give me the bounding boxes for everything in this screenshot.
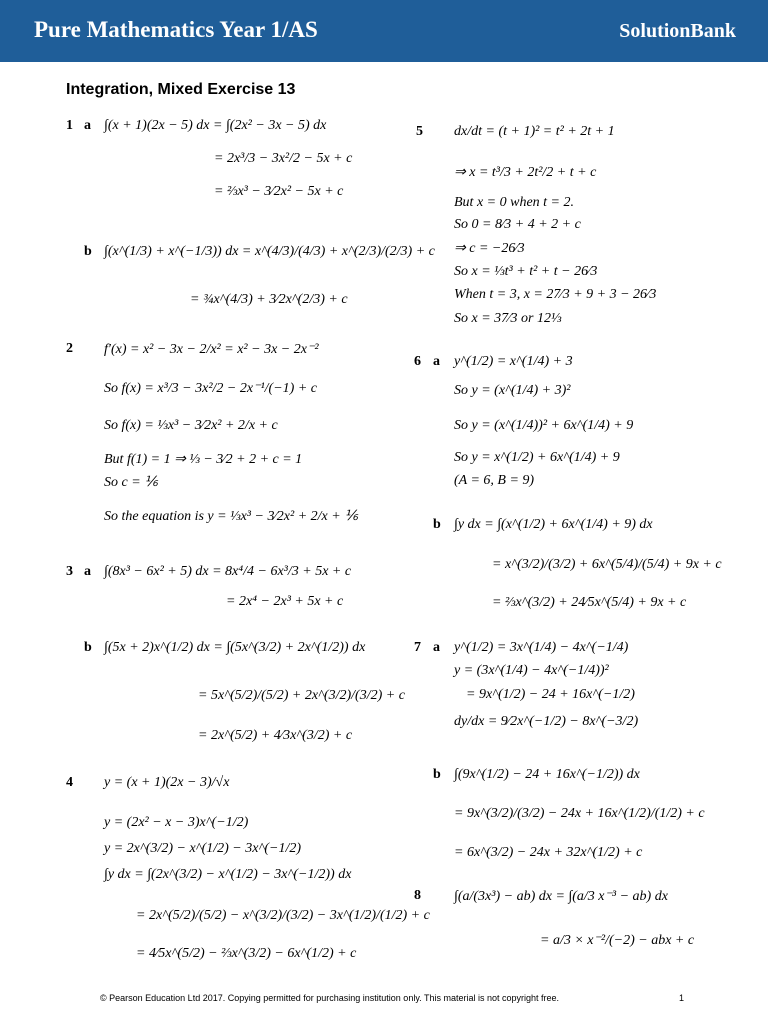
working-line: So the equation is y = ⅓x³ − 3⁄2x² + 2/x + ⅙ xyxy=(104,509,358,524)
working-line: ∫y dx = ∫(2x^(3/2) − x^(1/2) − 3x^(−1/2)) dx xyxy=(104,867,352,882)
working-line: y = 2x^(3/2) − x^(1/2) − 3x^(−1/2) xyxy=(104,841,302,856)
working-line: dy/dx = 9⁄2x^(−1/2) − 8x^(−3/2) xyxy=(454,714,639,729)
question-number: 6 xyxy=(414,354,421,369)
working-line: But f(1) = 1 ⇒ ⅓ − 3⁄2 + 2 + c = 1 xyxy=(104,452,303,467)
working-line: = ¾x^(4/3) + 3⁄2x^(2/3) + c xyxy=(190,292,348,307)
part-label: a xyxy=(84,564,91,579)
working-line: ∫(9x^(1/2) − 24 + 16x^(−1/2)) dx xyxy=(454,767,640,782)
part-label: b xyxy=(84,640,92,655)
working-line: = ⅔x^(3/2) + 24⁄5x^(5/4) + 9x + c xyxy=(492,595,687,610)
question-number: 2 xyxy=(66,341,73,356)
working-line: So 0 = 8⁄3 + 4 + 2 + c xyxy=(454,217,581,232)
working-line: y^(1/2) = 3x^(1/4) − 4x^(−1/4) xyxy=(454,640,629,655)
working-line: = 2x^(5/2)/(5/2) − x^(3/2)/(3/2) − 3x^(1/2)/(1/2) + c xyxy=(136,908,430,923)
working-line: = 6x^(3/2) − 24x + 32x^(1/2) + c xyxy=(454,845,643,860)
working-line: ∫(a/(3x³) − ab) dx = ∫(a/3 x⁻³ − ab) dx xyxy=(454,889,668,904)
working-line: = 2x⁴ − 2x³ + 5x + c xyxy=(226,594,344,609)
working-line: = x^(3/2)/(3/2) + 6x^(5/4)/(5/4) + 9x + c xyxy=(492,557,722,572)
part-label: a xyxy=(433,354,440,369)
part-label: a xyxy=(84,118,91,133)
working-line: ⇒ c = −26⁄3 xyxy=(454,241,525,256)
working-line: So f(x) = ⅓x³ − 3⁄2x² + 2/x + c xyxy=(104,418,278,433)
working-line: = 2x^(5/2) + 4⁄3x^(3/2) + c xyxy=(198,728,353,743)
working-line: y = (x + 1)(2x − 3)/√x xyxy=(104,775,230,790)
working-line: y = (2x² − x − 3)x^(−1/2) xyxy=(104,815,249,830)
header-brand: SolutionBank xyxy=(619,20,736,42)
working-line: So x = ⅓t³ + t² + t − 26⁄3 xyxy=(454,264,598,279)
working-line: = 2x³/3 − 3x²/2 − 5x + c xyxy=(214,151,353,166)
working-line: When t = 3, x = 27⁄3 + 9 + 3 − 26⁄3 xyxy=(454,287,657,302)
working-line: So y = (x^(1/4))² + 6x^(1/4) + 9 xyxy=(454,418,634,433)
working-line: So c = ⅙ xyxy=(104,475,158,490)
working-line: dx/dt = (t + 1)² = t² + 2t + 1 xyxy=(454,124,615,139)
part-label: b xyxy=(433,517,441,532)
working-line: = ⅔x³ − 3⁄2x² − 5x + c xyxy=(214,184,344,199)
part-label: a xyxy=(433,640,440,655)
working-line: ∫(x + 1)(2x − 5) dx = ∫(2x² − 3x − 5) dx xyxy=(104,118,327,133)
working-line: y = (3x^(1/4) − 4x^(−1/4))² xyxy=(454,663,609,678)
working-line: = 9x^(3/2)/(3/2) − 24x + 16x^(1/2)/(1/2) + c xyxy=(454,806,705,821)
working-line: ⇒ x = t³/3 + 2t²/2 + t + c xyxy=(454,165,597,180)
question-number: 3 xyxy=(66,564,73,579)
working-line: ∫(5x + 2)x^(1/2) dx = ∫(5x^(3/2) + 2x^(1/2)) dx xyxy=(104,640,366,655)
question-number: 5 xyxy=(416,124,423,139)
question-number: 4 xyxy=(66,775,73,790)
working-line: ∫y dx = ∫(x^(1/2) + 6x^(1/4) + 9) dx xyxy=(454,517,653,532)
working-line: = 4⁄5x^(5/2) − ⅔x^(3/2) − 6x^(1/2) + c xyxy=(136,946,357,961)
footer-copyright: © Pearson Education Ltd 2017. Copying permitted for purchasing institution only. This material is not copyright free. xyxy=(100,993,560,1003)
working-line: ∫(8x³ − 6x² + 5) dx = 8x⁴/4 − 6x³/3 + 5x + c xyxy=(104,564,352,579)
question-number: 1 xyxy=(66,118,73,133)
working-line: = 9x^(1/2) − 24 + 16x^(−1/2) xyxy=(466,687,635,702)
working-line: So y = (x^(1/4) + 3)² xyxy=(454,383,571,398)
working-line: = a/3 × x⁻²/(−2) − abx + c xyxy=(540,933,695,948)
question-number: 8 xyxy=(414,888,421,903)
header-title: Pure Mathematics Year 1/AS xyxy=(34,17,318,42)
working-line: = 5x^(5/2)/(5/2) + 2x^(3/2)/(3/2) + c xyxy=(198,688,405,703)
working-line: f′(x) = x² − 3x − 2/x² = x² − 3x − 2x⁻² xyxy=(104,342,319,357)
part-label: b xyxy=(433,767,441,782)
page-number: 1 xyxy=(679,993,685,1003)
working-line: ∫(x^(1/3) + x^(−1/3)) dx = x^(4/3)/(4/3) + x^(2/3)/(2/3) + c xyxy=(104,244,435,259)
part-label: b xyxy=(84,244,92,259)
page-title: Integration, Mixed Exercise 13 xyxy=(66,81,296,98)
working-line: So y = x^(1/2) + 6x^(1/4) + 9 xyxy=(454,450,620,465)
working-line: So x = 37⁄3 or 12⅓ xyxy=(454,311,562,326)
working-line: (A = 6, B = 9) xyxy=(454,473,535,488)
question-number: 7 xyxy=(414,640,421,655)
header-bar xyxy=(0,0,768,62)
working-line: So f(x) = x³/3 − 3x²/2 − 2x⁻¹/(−1) + c xyxy=(104,381,317,396)
working-line: But x = 0 when t = 2. xyxy=(454,195,574,210)
working-line: y^(1/2) = x^(1/4) + 3 xyxy=(454,354,573,369)
